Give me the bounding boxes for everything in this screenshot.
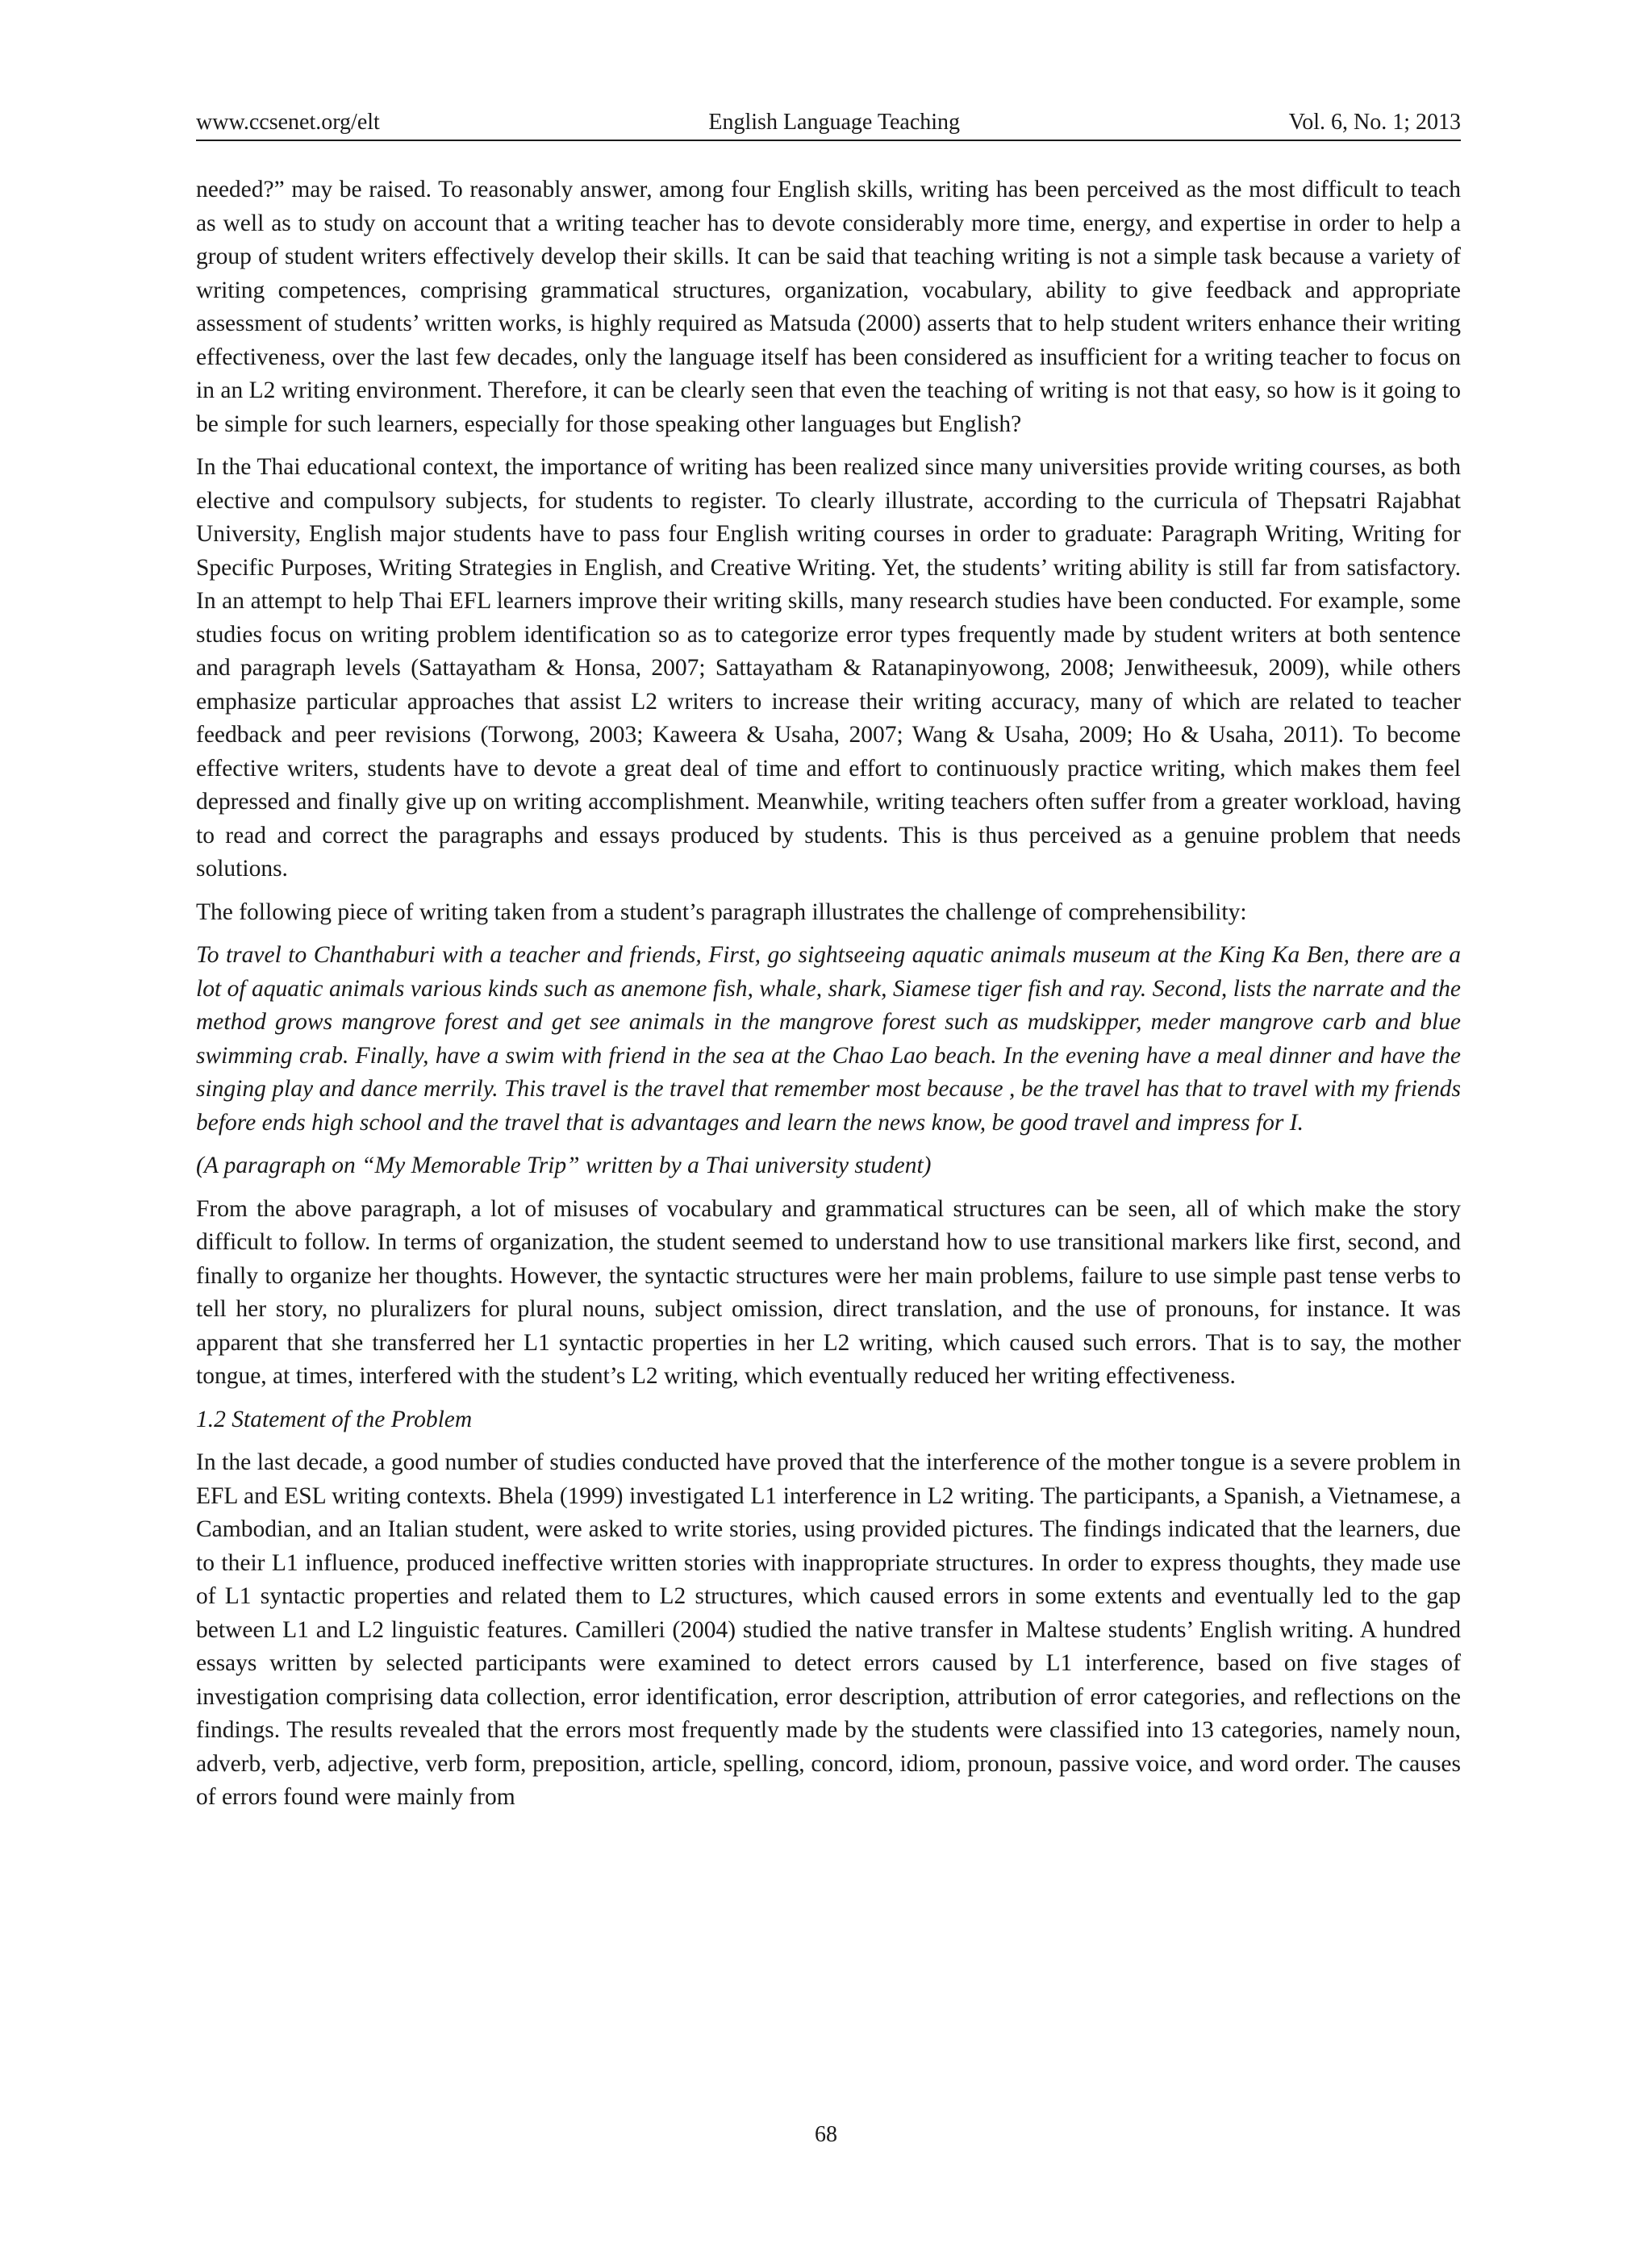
running-header bbox=[196, 109, 1461, 141]
header-website-link[interactable]: www.ccsenet.org/elt bbox=[196, 110, 380, 135]
article-body bbox=[196, 173, 1461, 1815]
section-heading: 1.2 Statement of the Problem bbox=[196, 1406, 473, 1432]
body-paragraph-3: The following piece of writing taken from a student’s paragraph illustrates the challenge of comprehensibility: bbox=[196, 898, 1247, 925]
body-paragraph-1: needed?” may be raised. To reasonably answer, among four English skills, writing has been perceived as the most difficult to teach as well as to study on account that a writing teacher has to devote considerably more time, energy, and expertise in order to help a group of student writers effectively develop their skills. It can be said that teaching writing is not a simple task because a variety of writing competences, comprising grammatical structures, organization, vocabulary, ability to give feedback and appropriate assessment of students’ written works, is highly required as Matsuda (2000) asserts that to help student writers enhance their writing effectiveness, over the last few decades, only the language itself has been considered as insufficient for a writing teacher to focus on in an L2 writing environment. Therefore, it can be clearly seen that even the teaching of writing is not that easy, so how is it going to be simple for such learners, especially for those speaking other languages but English? bbox=[196, 177, 1461, 437]
body-paragraph-5: In the last decade, a good number of studies conducted have proved that the interference of the mother tongue is a severe problem in EFL and ESL writing contexts. Bhela (1999) investigated L1 interference in L2 writing. The participants, a Spanish, a Vietnamese, a Cambodian, and an Italian student, were asked to write stories, using provided pictures. The findings indicated that the learners, due to their L1 influence, produced ineffective written stories with inappropriate structures. In order to express thoughts, they made use of L1 syntactic properties and related them to L2 structures, which caused errors in some extents and eventually led to the gap between L1 and L2 linguistic features. Camilleri (2004) studied the native transfer in Maltese students’ English writing. A hundred essays written by selected participants were examined to detect errors caused by L1 interference, based on five stages of investigation comprising data collection, error identification, error description, attribution of error categories, and reflections on the findings. The results revealed that the errors most frequently made by the students were classified into 13 categories, namely noun, adverb, verb, adjective, verb form, preposition, article, spelling, concord, idiom, pronoun, passive voice, and word order. The causes of errors found were mainly from bbox=[196, 1449, 1461, 1810]
quote-caption: (A paragraph on “My Memorable Trip” written by a Thai university student) bbox=[196, 1153, 932, 1178]
body-paragraph-4: From the above paragraph, a lot of misuses of vocabulary and grammatical structures can be seen, all of which make the story difficult to follow. In terms of organization, the student seemed to understand how to use transitional markers like first, second, and finally to organize her thoughts. However, the syntactic structures were her main problems, failure to use simple past tense verbs to tell her story, no pluralizers for plural nouns, subject omission, direct translation, and the use of pronouns, for instance. It was apparent that she transferred her L1 syntactic properties in her L2 writing, which caused such errors. That is to say, the mother tongue, at times, interfered with the student’s L2 writing, which eventually reduced her writing effectiveness. bbox=[196, 1195, 1461, 1389]
page-number: 68 bbox=[815, 2122, 837, 2147]
body-paragraph-2: In the Thai educational context, the importance of writing has been realized since many universities provide writing courses, as both elective and compulsory subjects, for students to register. To clearly illustrate, according to the curricula of Thepsatri Rajabhat University, English major students have to pass four English writing courses in order to graduate: Paragraph Writing, Writing for Specific Purposes, Writing Strategies in English, and Creative Writing. Yet, the students’ writing ability is still far from satisfactory. In an attempt to help Thai EFL learners improve their writing skills, many research studies have been conducted. For example, some studies focus on writing problem identification so as to categorize error types frequently made by student writers at both sentence and paragraph levels (Sattayatham & Honsa, 2007; Sattayatham & Ratanapinyowong, 2008; Jenwitheesuk, 2009), while others emphasize particular approaches that assist L2 writers to increase their writing accuracy, many of which are related to teacher feedback and peer revisions (Torwong, 2003; Kaweera & Usaha, 2007; Wang & Usaha, 2009; Ho & Usaha, 2011). To become effective writers, students have to devote a great deal of time and effort to continuously practice writing, which makes them feel depressed and finally give up on writing accomplishment. Meanwhile, writing teachers often suffer from a greater workload, having to read and correct the paragraphs and essays produced by students. This is thus perceived as a genuine problem that needs solutions. bbox=[196, 454, 1461, 882]
header-journal-title: English Language Teaching bbox=[708, 110, 961, 135]
header-volume-info: Vol. 6, No. 1; 2013 bbox=[1288, 110, 1461, 135]
student-paragraph-quote: To travel to Chanthaburi with a teacher and friends, First, go sightseeing aquatic animals museum at the King Ka Ben, there are a lot of aquatic animals various kinds such as anemone fish, whale, shark, Siamese tiger fish and ray. Second, lists the narrate and the method grows mangrove forest and get see animals in the mangrove forest such as mudskipper, meder mangrove carb and blue swimming crab. Finally, have a swim with friend in the sea at the Chao Lao beach. In the evening have a meal dinner and have the singing play and dance merrily. This travel is the travel that remember most because , be the travel has that to travel with my friends before ends high school and the travel that is advantages and learn the news know, be good travel and impress for I. bbox=[196, 942, 1461, 1136]
journal-page bbox=[196, 109, 1461, 1824]
